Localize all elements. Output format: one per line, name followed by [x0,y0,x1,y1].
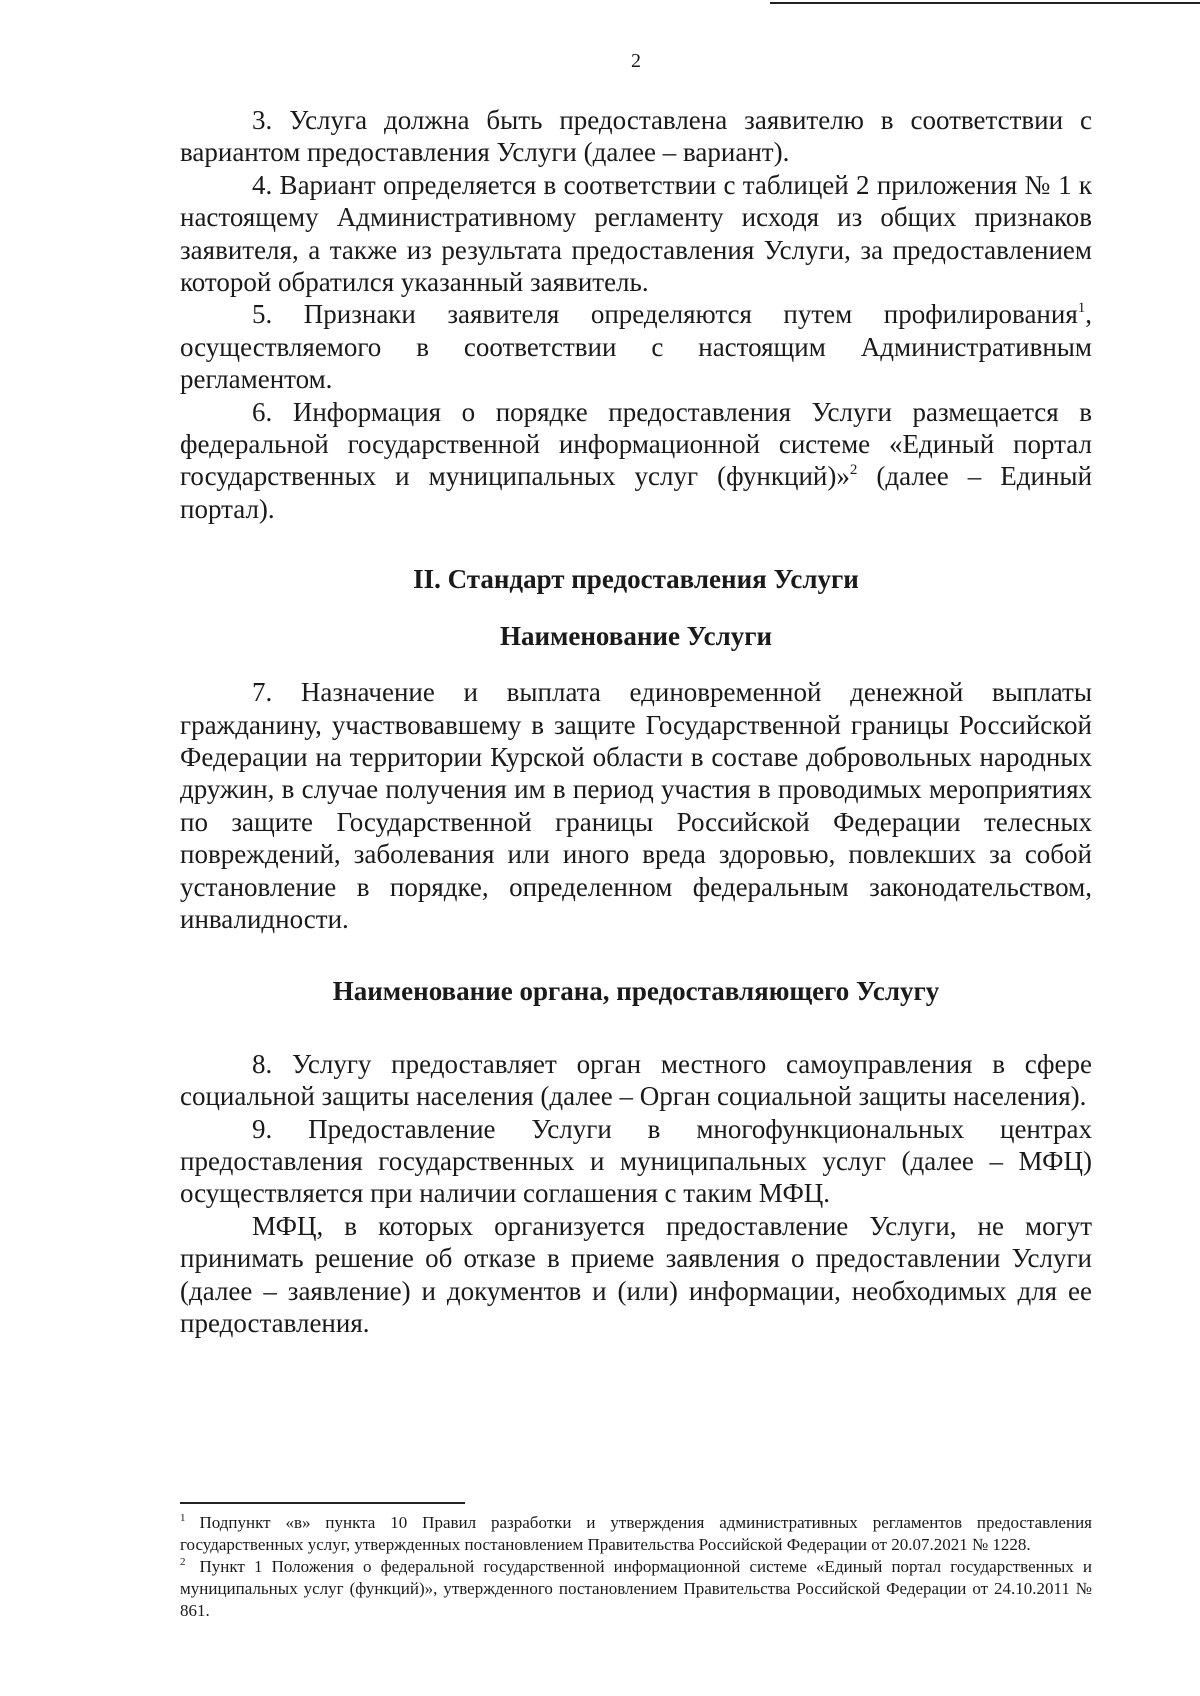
paragraph-5-text-b: , осуществляемого в соответствии с настоящим Административным регламентом. [180,299,1092,395]
section-heading: II. Стандарт предоставления Услуги [413,564,859,595]
footnote-1-mark: 1 [180,1512,186,1524]
service-name-heading: Наименование Услуги [499,620,773,651]
paragraph-5 [180,298,1092,395]
paragraph-7: 7. Назначение и выплата единовременной денежной выплаты гражданину, участвовавшему в защите Государственной границы Российской Федерации на территории Курской области в составе добровольных народных дружин, в случае получения им в период участия в проводимых мероприятиях по защите Государственной границы Российской Федерации телесных повреждений, заболевания или иного вреда здоровью, повлекших за собой установление в порядке, определенном федеральным законодательством, инвалидности. [180,677,1092,934]
paragraph-6-text-b: (далее – Единый портал). [180,461,1093,524]
footnote-ref-1: 1 [1077,300,1086,317]
paragraph-4: 4. Вариант определяется в соответствии с таблицей 2 приложения № 1 к настоящему Административному регламенту исходя из общих признаков заявителя, а также из результата предоставления Услуги, за предоставлением которой обратился указанный заявитель. [180,169,1092,298]
paragraph-5-text-a: 5. Признаки заявителя определяются путем профилирования [252,299,1078,330]
top-edge-rule [770,2,1200,4]
paragraph-10: МФЦ, в которых организуется предоставление Услуги, не могут принимать решение об отказе в приеме заявления о предоставлении Услуги (далее – заявление) и документов и (или) информации, необходимых для ее предоставления. [180,1210,1092,1338]
paragraph-6 [180,396,1092,526]
footnote-separator [180,1502,465,1504]
footnote-1 [180,1512,1092,1556]
footnote-1-text: Подпункт «в» пункта 10 Правил разработки и утверждения административных регламентов предоставления государственных услуг, утвержденных постановлением Правительства Российской Федерации от 20.07.2021 № 1228. [180,1513,1092,1554]
paragraph-6-text-a: 6. Информация о порядке предоставления Услуги размещается в федеральной государственной информационной системе «Единый портал государственных и муниципальных услуг (функций)» [180,396,1092,492]
footnotes [180,1512,1092,1622]
authority-heading: Наименование органа, предоставляющего Услугу [332,976,940,1007]
footnote-2-text: Пункт 1 Положения о федеральной государственной информационной системе «Единый портал государственных и муниципальных услуг (функций)», утвержденного постановлением Правительства Российской Федерации от 24.10.2011 № 861. [180,1557,1092,1620]
paragraph-3: 3. Услуга должна быть предоставлена заявителю в соответствии с вариантом предоставления Услуги (далее – вариант). [180,105,1092,168]
footnote-2-mark: 2 [180,1556,186,1568]
document-body [180,104,1092,1339]
page-number: 2 [631,50,641,72]
paragraph-9: 9. Предоставление Услуги в многофункциональных центрах предоставления государственных и муниципальных услуг (далее – МФЦ) осуществляется при наличии соглашения с таким МФЦ. [180,1113,1092,1209]
footnote-2 [180,1556,1092,1622]
footnote-ref-2: 2 [849,462,858,479]
paragraph-8: 8. Услугу предоставляет орган местного самоуправления в сфере социальной защиты населения (далее – Орган социальной защиты населения). [180,1048,1092,1112]
